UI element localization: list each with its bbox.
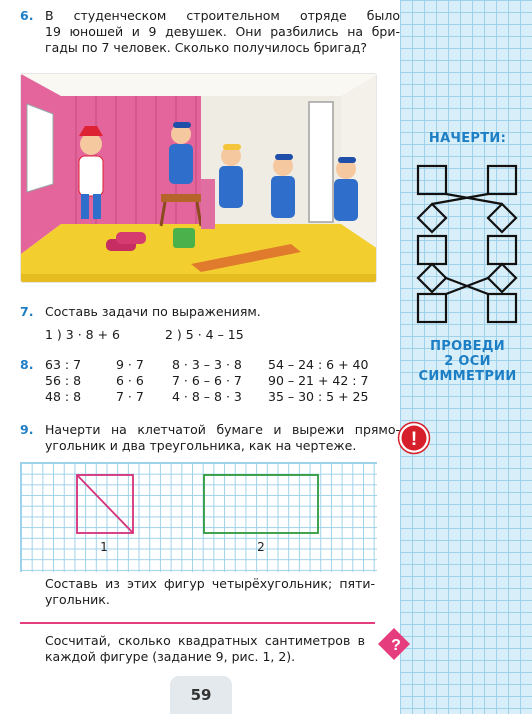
task7-expression-1: 1 ) 3 · 8 + 6 xyxy=(45,327,120,342)
square-middle-left xyxy=(418,236,446,264)
task8-expr: 7 · 7 xyxy=(116,389,144,404)
square-middle-right xyxy=(488,236,516,264)
task6-line-2: 19 юношей и 9 девушек. Они разбились на бри- xyxy=(45,24,400,39)
task8-expr: 8 · 3 – 3 · 8 xyxy=(172,357,242,372)
task-6 xyxy=(20,8,400,68)
task8-column-3 xyxy=(172,357,242,405)
question-glyph: ? xyxy=(391,637,401,654)
task6-line-1: В студенческом строительном отряде было xyxy=(45,8,400,23)
square-top-left xyxy=(418,166,446,194)
challenge-task xyxy=(45,633,365,669)
task-9 xyxy=(20,422,400,458)
task8-expr: 54 – 24 : 6 + 40 xyxy=(268,357,369,372)
task-number: 8. xyxy=(20,357,34,372)
task8-column-4 xyxy=(268,357,368,405)
task9-line-2: угольник и два треугольника, как на чертеже. xyxy=(45,438,357,453)
symmetry-line-1: ПРОВЕДИ xyxy=(430,339,505,354)
challenge-line-2: каждой фигуре (задание 9, рис. 1, 2). xyxy=(45,649,296,664)
sidebar-heading-draw: НАЧЕРТИ: xyxy=(428,131,507,146)
task7-text: Составь задачи по выражениям. xyxy=(45,304,261,319)
construction-illustration xyxy=(20,73,377,283)
page-number: 59 xyxy=(190,686,212,704)
task-number: 7. xyxy=(20,304,34,319)
challenge-line-1: Сосчитай, сколько квадратных сантиметров в xyxy=(45,633,365,648)
compose-line-1: Составь из этих фигур четырёхугольник; пяти- xyxy=(45,576,375,591)
square-bottom-left xyxy=(418,294,446,322)
task8-column-2 xyxy=(116,357,144,405)
attention-icon xyxy=(397,421,431,455)
task8-expr: 4 · 8 – 8 · 3 xyxy=(172,389,242,404)
figure-1-label: 1 xyxy=(100,540,108,554)
task8-expr: 7 · 6 – 6 · 7 xyxy=(172,373,242,388)
square-top-right xyxy=(488,166,516,194)
room-scene-image xyxy=(21,74,377,283)
task8-expr: 90 – 21 + 42 : 7 xyxy=(268,373,369,388)
diamond-lower-left xyxy=(418,264,446,292)
task7-expression-2: 2 ) 5 · 4 – 15 xyxy=(165,327,244,342)
symmetry-line-2: 2 ОСИ xyxy=(444,354,491,369)
task8-column-1 xyxy=(45,357,81,405)
question-badge-icon xyxy=(378,626,410,662)
diamond-lower-right xyxy=(488,264,516,292)
task-number: 9. xyxy=(20,422,34,437)
task-number: 6. xyxy=(20,8,34,23)
sidebar-heading-symmetry xyxy=(400,339,532,384)
task8-expr: 56 : 8 xyxy=(45,373,82,388)
figure-2-rectangle xyxy=(204,475,318,533)
task9-line-1: Начерти на клетчатой бумаге и вырежи прямо- xyxy=(45,422,400,437)
task9-compose xyxy=(45,576,375,612)
task6-line-3: гады по 7 человек. Сколько получилось бригад? xyxy=(45,40,367,55)
compose-line-2: угольник. xyxy=(45,592,110,607)
attention-glyph: ! xyxy=(410,429,418,450)
square-bottom-right xyxy=(488,294,516,322)
figure-2-label: 2 xyxy=(257,540,265,554)
challenge-divider xyxy=(20,622,375,624)
task8-expr: 35 – 30 : 5 + 25 xyxy=(268,389,369,404)
symmetry-figure xyxy=(412,160,522,328)
symmetry-line-3: СИММЕТРИИ xyxy=(418,369,517,384)
task8-expr: 48 : 8 xyxy=(45,389,82,404)
figure-1-square-with-diagonal xyxy=(77,475,133,533)
diamond-upper-right xyxy=(488,204,516,232)
task8-expr: 6 · 6 xyxy=(116,373,144,388)
task8-expr: 9 · 7 xyxy=(116,357,144,372)
figures-drawing xyxy=(20,462,377,572)
task8-expr: 63 : 7 xyxy=(45,357,82,372)
diamond-upper-left xyxy=(418,204,446,232)
